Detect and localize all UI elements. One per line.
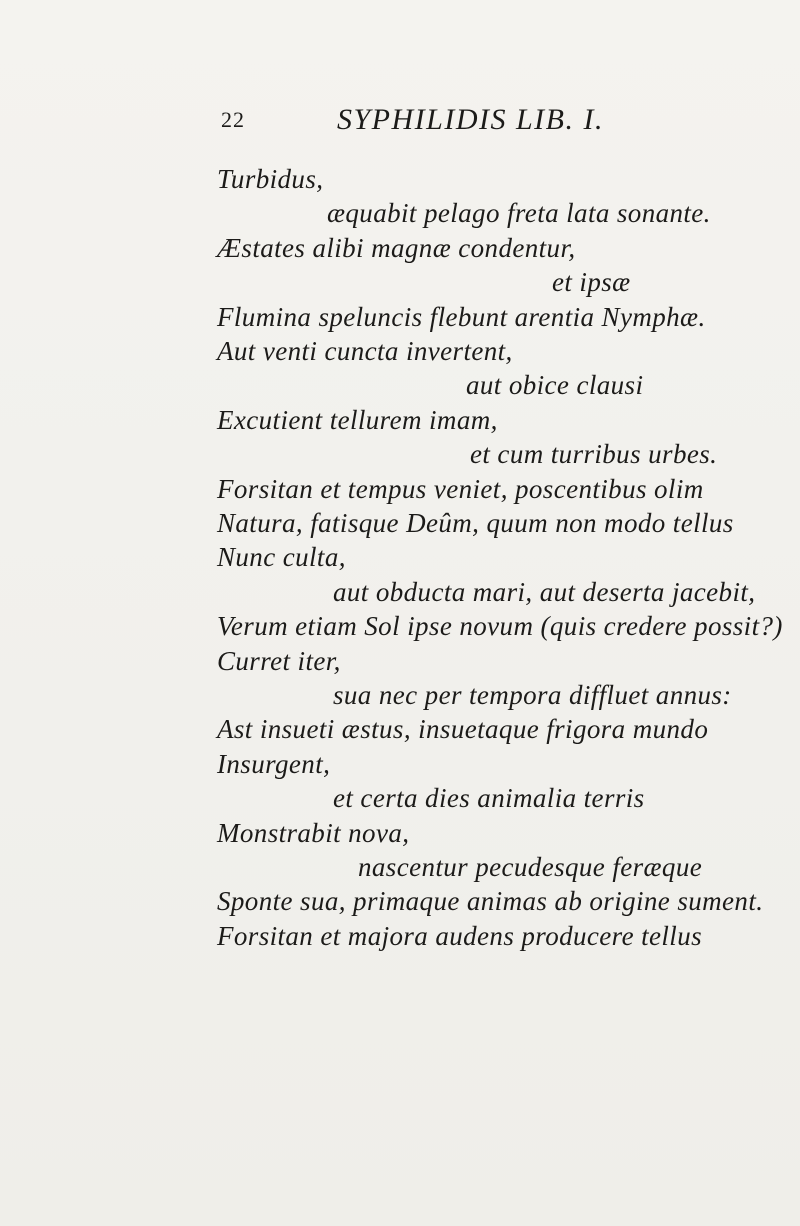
running-head: SYPHILIDIS LIB. I. <box>337 103 604 136</box>
verse-line-2: æquabit pelago freta lata sonante. <box>327 198 711 229</box>
page-number: 22 <box>221 107 245 132</box>
verse-line-20: Monstrabit nova, <box>217 817 410 848</box>
verse-line-15: Curret iter, <box>217 645 341 676</box>
verse-line-17: Ast insueti æstus, insuetaque frigora mundo <box>217 714 709 745</box>
verse-line-1: Turbidus, <box>217 164 324 194</box>
verse-line-22: Sponte sua, primaque animas ab origine sument. <box>217 886 764 917</box>
verse-line-6: Aut venti cuncta invertent, <box>217 336 513 366</box>
verse-line-18: Insurgent, <box>217 748 331 779</box>
verse-line-13: aut obducta mari, aut deserta jacebit, <box>333 576 756 607</box>
verse-line-11: Natura, fatisque Deûm, quum non modo tellus <box>217 508 734 538</box>
verse-line-7: aut obice clausi <box>466 370 644 401</box>
verse-line-8: Excutient tellurem imam, <box>217 404 498 435</box>
verse-line-23: Forsitan et majora audens producere tellus <box>217 920 703 951</box>
verse-line-16: sua nec per tempora diffluet annus: <box>333 680 732 710</box>
verse-line-14: Verum etiam Sol ipse novum (quis credere possit?) <box>217 611 783 642</box>
verse-line-10: Forsitan et tempus veniet, poscentibus olim <box>217 473 704 504</box>
verse-line-5: Flumina speluncis flebunt arentia Nymphæ. <box>217 301 706 332</box>
verse-line-4: et ipsæ <box>552 267 631 298</box>
verse-line-9: et cum turribus urbes. <box>470 439 718 470</box>
verse-line-12: Nunc culta, <box>217 542 346 573</box>
verse-line-19: et certa dies animalia terris <box>333 783 645 814</box>
verse-line-21: nascentur pecudesque feræque <box>358 852 703 882</box>
verse-line-3: Æstates alibi magnæ condentur, <box>217 232 576 263</box>
